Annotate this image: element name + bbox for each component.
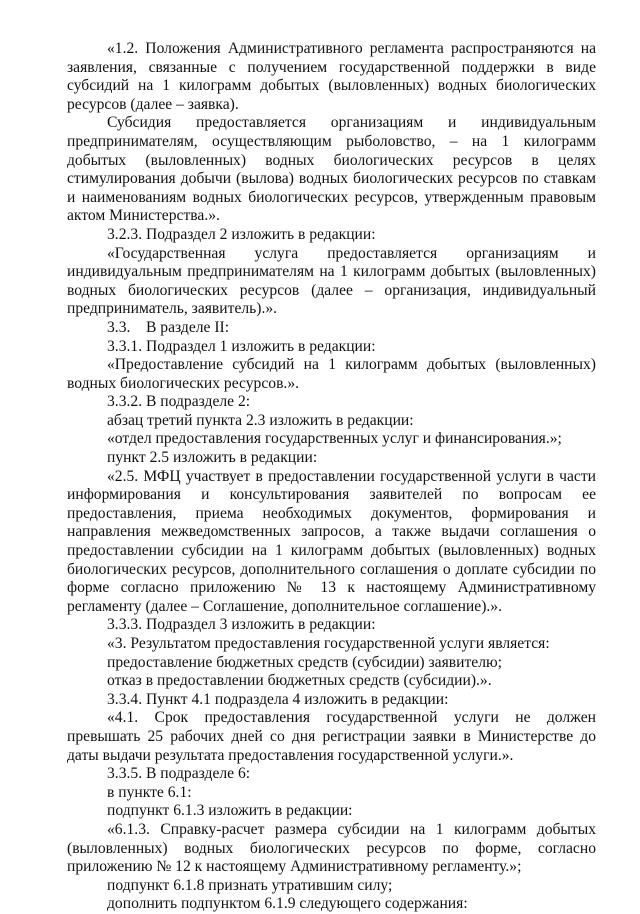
- paragraph-podpunkt-6-1-3: подпункт 6.1.3 изложить в редакции:: [107, 802, 353, 820]
- paragraph-3-3-5: 3.3.5. В подразделе 6:: [107, 765, 251, 783]
- paragraph-3-3: 3.3. В разделе II:: [107, 318, 230, 336]
- paragraph-refusal: отказ в предоставлении бюджетных средств (субсидии).».: [107, 672, 492, 690]
- paragraph-1-2: «1.2. Положения Административного регламента распространяются на заявления, связанные с получением государственной поддержки в виде субсидий на 1 килограмм добытых (выловленных) водных биологических ресурсов (далее – заявка).: [67, 40, 596, 113]
- document-page: [67, 40, 596, 914]
- paragraph-otdel: «отдел предоставления государственных услуг и финансирования.»;: [107, 430, 562, 448]
- paragraph-budget-funds: предоставление бюджетных средств (субсидии) заявителю;: [107, 653, 502, 671]
- paragraph-3-2-3: 3.2.3. Подраздел 2 изложить в редакции:: [107, 225, 376, 243]
- paragraph-6-1-8: подпункт 6.1.8 признать утратившим силу;: [107, 876, 393, 894]
- paragraph-provision: «Предоставление субсидий на 1 килограмм добытых (выловленных) водных биологических ресурсов.».: [67, 356, 596, 392]
- paragraph-result: «3. Результатом предоставления государственной услуги является:: [107, 635, 550, 652]
- paragraph-subsidy: Субсидия предоставляется организациям и индивидуальным предпринимателям, осуществляющим рыболовство, – на 1 килограмм добытых (выловленных) водных биологических ресурсов в целях стимулирования добычи (вылова) водных биологических ресурсов по ставкам и наименованиям водных биологических ресурсов, утвержденным правовым актом Министерства.».: [67, 114, 596, 225]
- paragraph-6-1-3: «6.1.3. Справку-расчет размера субсидии на 1 килограмм добытых (выловленных) водных биологических ресурсов по форме, согласно приложению № 12 к настоящему Административному регламенту.»;: [67, 820, 596, 876]
- paragraph-3-3-3: 3.3.3. Подраздел 3 изложить в редакции:: [107, 616, 376, 634]
- paragraph-6-1-9: дополнить подпунктом 6.1.9 следующего содержания:: [107, 895, 468, 913]
- paragraph-in-punkt-6-1: в пункте 6.1:: [107, 783, 192, 801]
- paragraph-3-3-1: 3.3.1. Подраздел 1 изложить в редакции:: [107, 337, 376, 355]
- paragraph-gov-service: «Государственная услуга предоставляется организациям и индивидуальным предпринимателям на 1 килограмм добытых (выловленных) водных биологических ресурсов (далее – организация, индивидуальный предприниматель, заявитель).».: [67, 244, 596, 318]
- paragraph-3-3-2: 3.3.2. В подразделе 2:: [107, 393, 251, 411]
- paragraph-abzac: абзац третий пункта 2.3 изложить в редакции:: [107, 411, 414, 429]
- paragraph-4-1: «4.1. Срок предоставления государственной услуги не должен превышать 25 рабочих дней со дня регистрации заявки в Министерстве до даты выдачи результата предоставления государственной услуги.».: [67, 709, 596, 764]
- paragraph-punkt-2-5: пункт 2.5 изложить в редакции:: [107, 449, 318, 467]
- paragraph-2-5-mfc: «2.5. МФЦ участвует в предоставлении государственной услуги в части информирования и консультирования заявителей по вопросам ее предоставления, приема необходимых документов, формирования и направления межведомственных запросов, а также выдачи соглашения о предоставлении субсидии на 1 килограмм добытых (выловленных) водных биологических ресурсов, дополнительного соглашения о доплате субсидии по форме согласно приложению № 13 к настоящему Административному регламенту (далее – Соглашение, дополнительное соглашение).».: [67, 467, 596, 615]
- paragraph-3-3-4: 3.3.4. Пункт 4.1 подраздела 4 изложить в редакции:: [107, 690, 449, 708]
